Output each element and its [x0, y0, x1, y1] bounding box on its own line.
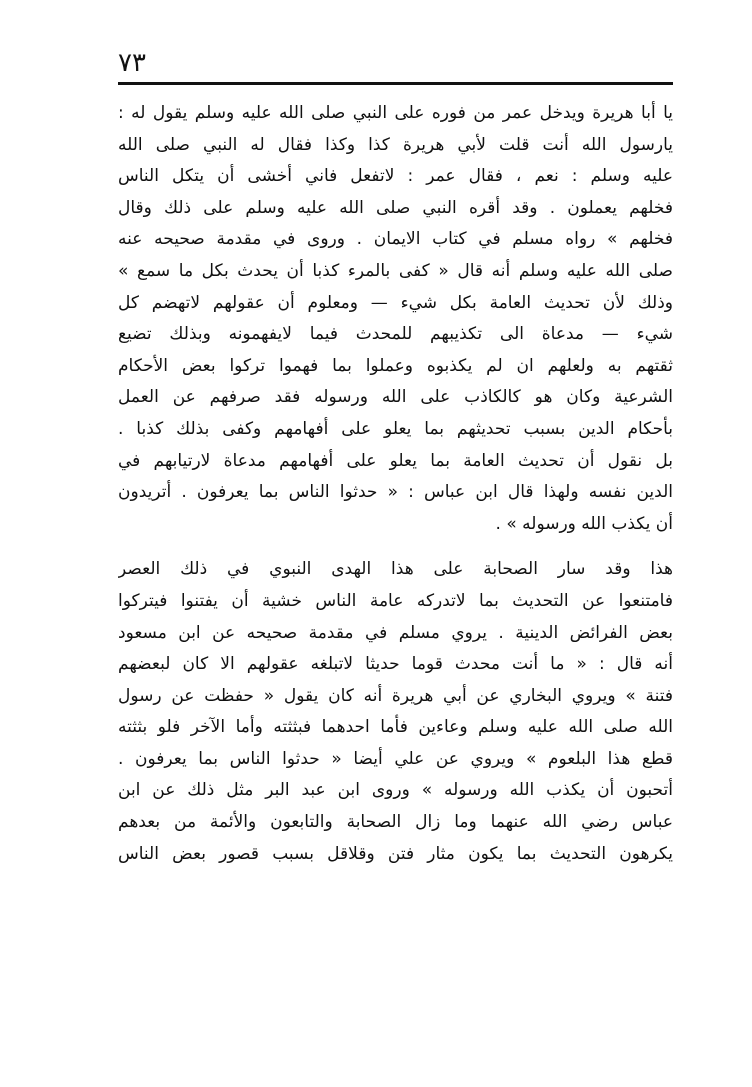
paragraph-gap — [118, 540, 673, 554]
text-line: فخلهم يعملون . وقد أقره النبي صلى الله عليه وسلم على ذلك وقال — [118, 197, 673, 218]
text-line: الله صلى الله عليه وسلم وعاءين فأما احدهما فبثثته وأما الآخر فلو بثثته — [118, 717, 673, 738]
body-text — [118, 98, 673, 870]
text-line: بل نقول أن تحديث العامة بما يعلو على أفهامهم مدعاة لارتيابهم في — [118, 450, 673, 471]
text-line: الدين نفسه ولهذا قال ابن عباس : « حدثوا الناس بما يعرفون . أتريدون — [118, 482, 673, 503]
text-line: ثقتهم به ولعلهم ان لم يكذبوه وعملوا بما فهموا تركوا بعض الأحكام — [118, 355, 673, 376]
text-line: بعض الفرائض الدينية . يروي مسلم في مقدمة صحيحه عن ابن مسعود — [118, 622, 673, 643]
header-rule — [118, 82, 673, 85]
text-line: فخلهم » رواه مسلم في كتاب الايمان . وروى في مقدمة صحيحه عنه — [118, 229, 673, 250]
text-line: يا أبا هريرة ويدخل عمر من فوره على النبي صلى الله عليه وسلم يقول له : — [118, 103, 673, 123]
text-line: بأحكام الدين بسبب تحديثهم بما يعلو على أفهامهم وكفى بذلك كذبا . — [118, 418, 673, 439]
text-line: فامتنعوا عن التحديث بما لاتدركه عامة الناس خشية أن يفتنوا فيتركوا — [118, 590, 673, 611]
text-line: أتحبون أن يكذب الله ورسوله » وروى ابن عبد البر مثل ذلك عن ابن — [118, 780, 673, 801]
text-line: أنه قال : « ما أنت محدث قوما حديثا لاتبلغه عقولهم الا كان لبعضهم — [118, 654, 673, 675]
text-line: شيء — مدعاة الى تكذيبهم للمحدث فيما لايفهمونه وبذلك تضيع — [118, 324, 673, 345]
page-number: ٧٣ — [118, 48, 146, 78]
text-line: وذلك لأن تحديث العامة بكل شيء — ومعلوم أن عقولهم لاتهضم كل — [118, 292, 673, 313]
paragraph-2 — [118, 554, 673, 870]
text-line: هذا وقد سار الصحابة على هذا الهدى النبوي في ذلك العصر — [118, 559, 673, 580]
text-line: صلى الله عليه وسلم أنه قال « كفى بالمرء كذبا أن يحدث بكل ما سمع » — [118, 260, 673, 281]
text-line: فتنة » ويروي البخاري عن أبي هريرة أنه كان يقول « حفظت عن رسول — [118, 685, 673, 706]
text-line: الشرعية وكان هو كالكاذب على الله ورسوله فقد صرفهم عن العمل — [118, 387, 673, 408]
paragraph-1 — [118, 98, 673, 540]
text-line: قطع هذا البلعوم » ويروي عن علي أيضا « حدثوا الناس بما يعرفون . — [118, 748, 673, 769]
text-line: يكرهون التحديث بما يكون مثار فتن وقلاقل بسبب قصور بعض الناس — [118, 843, 673, 864]
text-line: عباس رضي الله عنهما وما زال الصحابة والتابعون والأئمة من بعدهم — [118, 812, 673, 833]
text-line: أن يكذب الله ورسوله » . — [495, 513, 673, 534]
text-line: يارسول الله أنت قلت لأبي هريرة كذا وكذا فقال له النبي صلى الله — [118, 134, 673, 155]
text-line: عليه وسلم : نعم ، فقال عمر : لاتفعل فاني أخشى أن يتكل الناس — [118, 166, 673, 187]
